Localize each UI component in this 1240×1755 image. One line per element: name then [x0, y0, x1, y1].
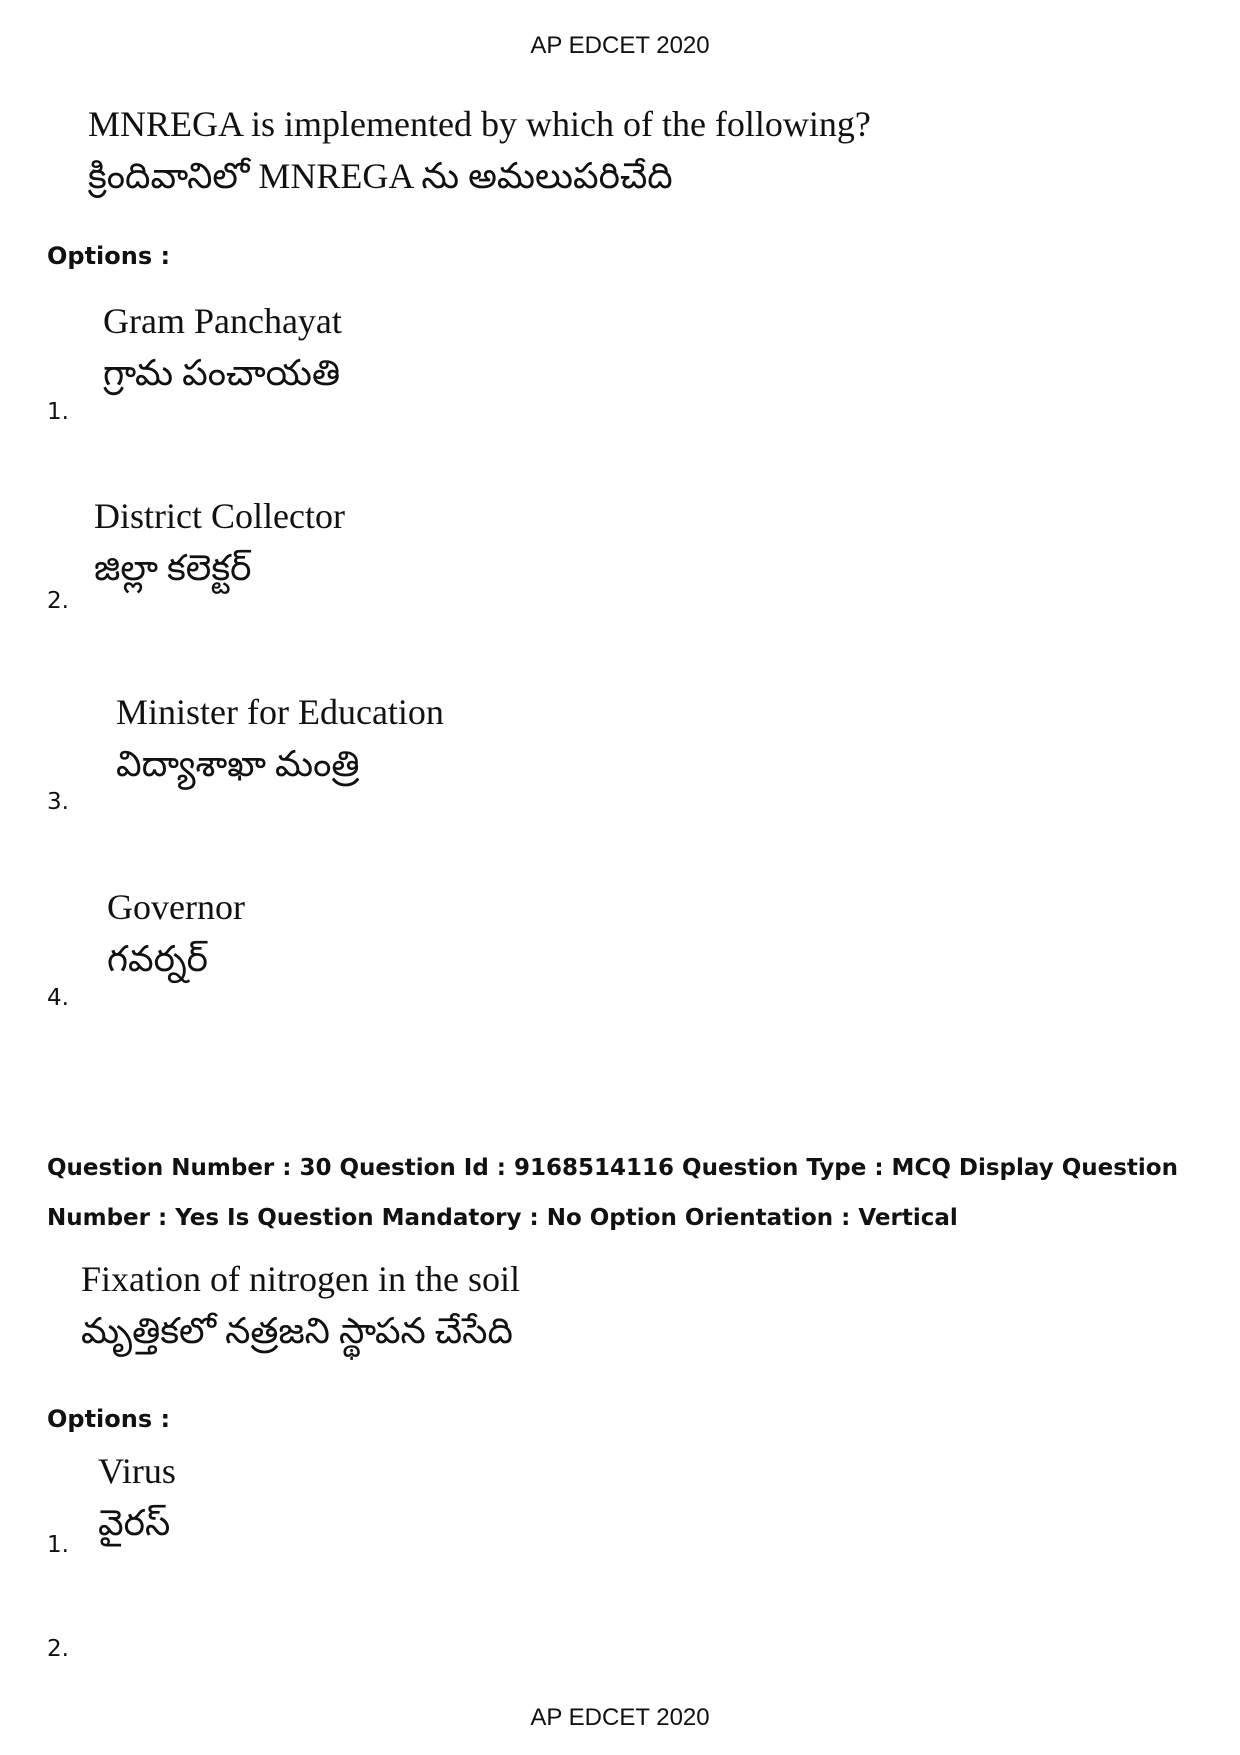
option-text-english: Gram Panchayat: [103, 301, 342, 341]
option-number: 2.: [47, 1636, 69, 1662]
option-number: 3.: [47, 789, 69, 815]
option-text-telugu: వైరస్: [98, 1503, 171, 1543]
question-text-telugu: మృత్తికలో నత్రజని స్థాపన చేసేది: [81, 1311, 513, 1351]
option-number: 1.: [47, 399, 69, 425]
question-text: [88, 98, 871, 202]
options-label: Options :: [47, 242, 171, 270]
option-number: 2.: [47, 588, 69, 614]
option-number: 1.: [47, 1532, 69, 1558]
option-text-telugu: విద్యాశాఖా మంత్రి: [116, 744, 360, 784]
question-text: [81, 1253, 520, 1357]
option-4: [107, 881, 245, 985]
option-2: [94, 490, 345, 594]
question-text-telugu: క్రిందివానిలో MNREGA ను అమలుపరిచేది: [88, 156, 673, 196]
option-1: [98, 1445, 176, 1549]
option-number: 4.: [47, 985, 69, 1011]
option-1: [103, 295, 342, 399]
page-header: AP EDCET 2020: [530, 32, 710, 59]
option-text-english: Minister for Education: [116, 692, 444, 732]
question-meta-line-1: Question Number : 30 Question Id : 9168514116 Question Type : MCQ Display Question: [47, 1155, 1178, 1181]
page-footer: AP EDCET 2020: [530, 1704, 710, 1731]
option-text-telugu: గ్రామ పంచాయతి: [103, 353, 341, 393]
option-text-english: Governor: [107, 887, 245, 927]
question-text-english: Fixation of nitrogen in the soil: [81, 1259, 520, 1299]
option-text-english: Virus: [98, 1451, 176, 1491]
option-text-telugu: గవర్నర్: [107, 939, 209, 979]
question-meta-line-2: Number : Yes Is Question Mandatory : No Option Orientation : Vertical: [47, 1205, 958, 1231]
option-text-telugu: జిల్లా కలెక్టర్: [94, 548, 252, 588]
options-label: Options :: [47, 1405, 171, 1433]
option-3: [116, 686, 444, 790]
question-meta: [47, 1143, 1197, 1243]
option-text-english: District Collector: [94, 496, 345, 536]
question-text-english: MNREGA is implemented by which of the following?: [88, 104, 871, 144]
